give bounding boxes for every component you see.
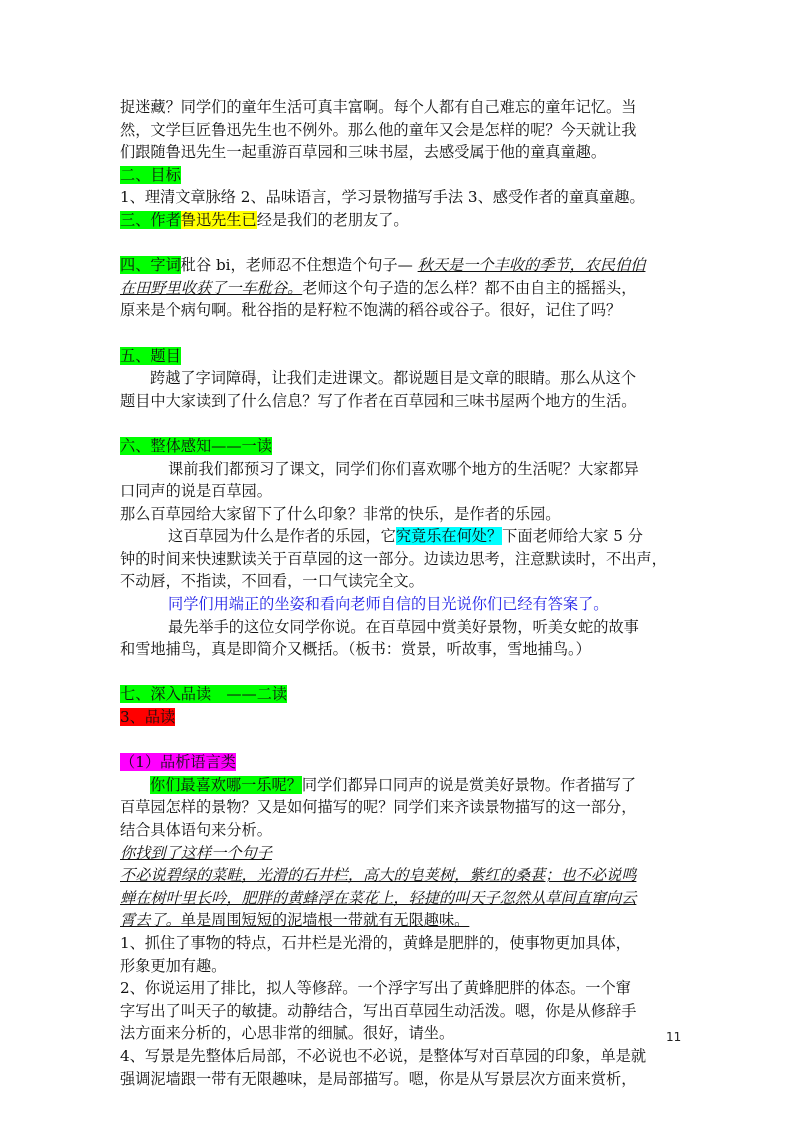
paragraph-line: 口同声的说是百草园。 bbox=[120, 482, 272, 501]
paragraph-line: 这百草园为什么是作者的乐园，它究竟乐在何处？下面老师给大家 5 分 bbox=[168, 527, 643, 546]
section-heading-vocabulary: 四、字词秕谷 bi，老师忍不住想造个句子— 秋天是一个丰收的季节，农民伯伯 bbox=[120, 256, 646, 275]
section-heading-author: 三、作者鲁迅先生已经是我们的老朋友了。 bbox=[120, 210, 409, 229]
paragraph-line: 字写出了叫天子的敏捷。动静结合，写出百草园生动活泼。嗯，你是从修辞手 bbox=[120, 1001, 637, 1020]
paragraph-line: 1、抓住了事物的特点，石井栏是光滑的，黄蜂是肥胖的，使事物更加具体， bbox=[120, 933, 631, 952]
section-heading-title: 五、题目 bbox=[120, 346, 181, 365]
section-heading-goals: 二、目标 bbox=[120, 165, 181, 184]
paragraph-line: 钟的时间来快速默读关于百草园的这一部分。边读边思考，注意默读时，不出声， bbox=[120, 549, 667, 568]
paragraph-line: 课前我们都预习了课文，同学们你们喜欢哪个地方的生活呢？大家都异 bbox=[168, 459, 639, 478]
paragraph-line: 原来是个病句啊。秕谷指的是籽粒不饱满的稻谷或谷子。很好，记住了吗？ bbox=[120, 301, 622, 320]
paragraph-line: 百草园怎样的景物？又是如何描写的呢？同学们来齐读景物描写的这一部分， bbox=[120, 798, 637, 817]
paragraph-line: 强调泥墙跟一带有无限趣味，是局部描写。嗯，你是从写景层次方面来赏析， bbox=[120, 1069, 637, 1088]
quote-intro-line: 你找到了这样一个句子 bbox=[120, 843, 272, 862]
teacher-prompt-line: 同学们用端正的坐姿和看向老师自信的目光说你们已经有答案了。 bbox=[168, 595, 609, 614]
paragraph-line: 形象更加有趣。 bbox=[120, 956, 227, 975]
subsection-heading-language: （1）品析语言类 bbox=[120, 753, 236, 772]
quote-line: 蝉在树叶里长吟，肥胖的黄蜂浮在菜花上，轻捷的叫天子忽然从草间直窜向云 bbox=[120, 888, 637, 907]
subsection-heading-reading: 3、品读 bbox=[120, 708, 176, 727]
page-number: 11 bbox=[666, 1030, 682, 1044]
paragraph-line: 在田野里收获了一车秕谷。老师这个句子造的怎么样？都不由自主的摇摇头， bbox=[120, 278, 637, 297]
paragraph-line: 结合具体语句来分析。 bbox=[120, 821, 272, 839]
paragraph-line: 1、理清文章脉络 2、品味语言，学习景物描写手法 3、感受作者的童真童趣。 bbox=[120, 188, 645, 207]
paragraph-line: 那么百草园给大家留下了什么印象？非常的快乐，是作者的乐园。 bbox=[120, 504, 561, 523]
paragraph-line: 然，文学巨匠鲁迅先生也不例外。那么他的童年又会是怎样的呢？今天就让我 bbox=[120, 120, 637, 139]
paragraph-line: 你们最喜欢哪一乐呢？同学们都异口同声的说是赏美好景物。作者描写了 bbox=[150, 775, 636, 794]
section-heading-deep-reading: 七、深入品读 ——二读 bbox=[120, 685, 288, 704]
paragraph-line: 2、你说运用了排比，拟人等修辞。一个浮字写出了黄蜂肥胖的体态。一个窜 bbox=[120, 979, 631, 998]
section-heading-overall: 六、整体感知——一读 bbox=[120, 436, 272, 455]
paragraph-line: 和雪地捕鸟，真是即简介又概括。（板书：赏景，听故事，雪地捕鸟。） bbox=[120, 640, 591, 659]
document-body bbox=[120, 96, 690, 1090]
paragraph-line: 最先举手的这位女同学你说。在百草园中赏美好景物，听美女蛇的故事 bbox=[168, 617, 639, 636]
paragraph-line: 们跟随鲁迅先生一起重游百草园和三味书屋，去感受属于他的童真童趣。 bbox=[120, 143, 606, 162]
quote-line: 不必说碧绿的菜畦，光滑的石井栏，高大的皂荚树，紫红的桑葚；也不必说鸣 bbox=[120, 866, 637, 885]
quote-line: 霄去了。单是周围短短的泥墙根一带就有无限趣味。 bbox=[120, 911, 470, 930]
paragraph-line: 捉迷藏？同学们的童年生活可真丰富啊。每个人都有自己难忘的童年记忆。当 bbox=[120, 98, 637, 116]
paragraph-line: 跨越了字词障碍，让我们走进课文。都说题目是文章的眼睛。那么从这个 bbox=[150, 369, 636, 388]
paragraph-line: 不动唇，不指读，不回看，一口气读完全文。 bbox=[120, 572, 424, 591]
paragraph-line: 题目中大家读到了什么信息？写了作者在百草园和三味书屋两个地方的生活。 bbox=[120, 391, 637, 410]
paragraph-line: 4、写景是先整体后局部，不必说也不必说，是整体写对百草园的印象，单是就 bbox=[120, 1046, 647, 1065]
paragraph-line: 法方面来分析的，心思非常的细腻。很好，请坐。 bbox=[120, 1024, 455, 1043]
